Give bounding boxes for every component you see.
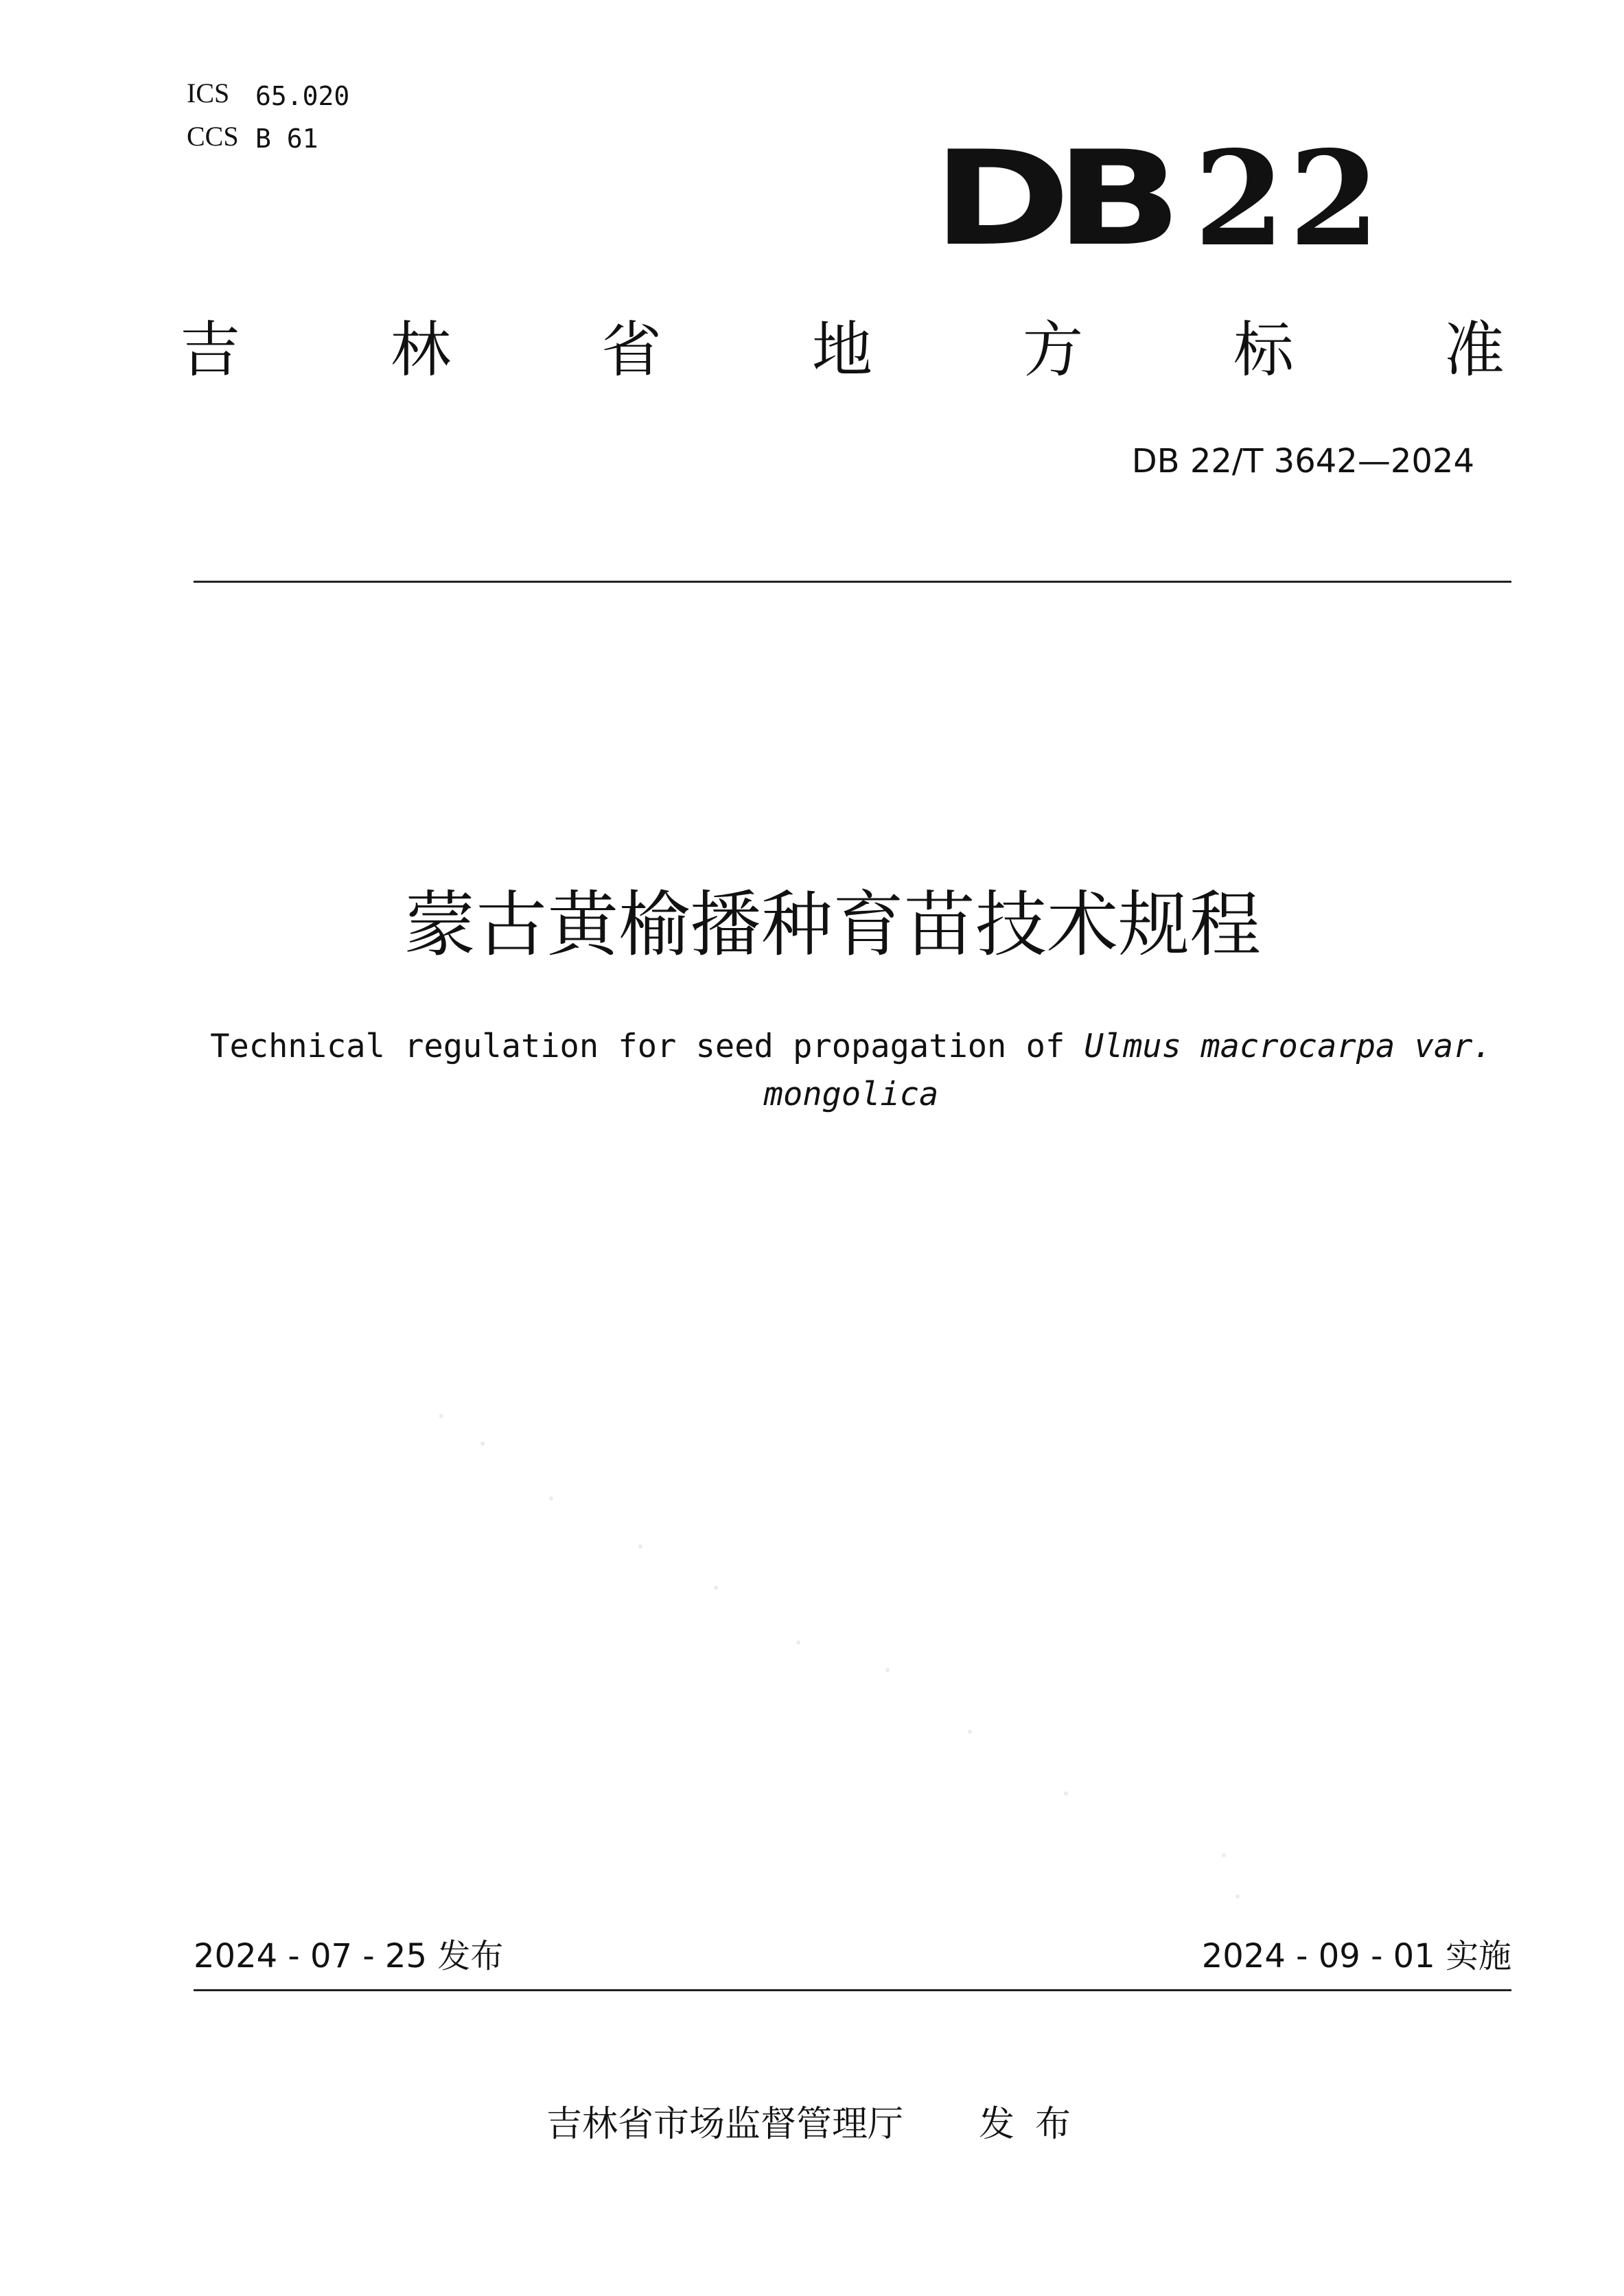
- logo-number: 22: [1194, 122, 1384, 275]
- ccs-value: B 61: [255, 124, 318, 154]
- standard-type-char: 地: [811, 314, 872, 385]
- ics-label: ICS: [187, 78, 230, 108]
- logo-letters: DB: [932, 123, 1167, 275]
- standard-number: DB 22/T 3642—2024: [1131, 442, 1474, 480]
- standard-type-heading: [180, 312, 1505, 388]
- title-en-species: Ulmus macrocarpa var.: [1084, 1028, 1492, 1065]
- publisher-action: 发布: [979, 2104, 1092, 2145]
- title-en-prefix: Technical regulation for seed propagation of: [210, 1028, 1084, 1065]
- implementation-date: 2024 - 09 - 01 实施: [1201, 1937, 1511, 1975]
- document-title-cn: 蒙古黄榆播种育苗技术规程: [404, 883, 1261, 966]
- issue-date: 2024 - 07 - 25 发布: [194, 1937, 504, 1975]
- publisher-name: 吉林省市场监督管理厅: [546, 2104, 903, 2145]
- ics-value: 65.020: [255, 81, 350, 111]
- ccs-label: CCS: [187, 121, 239, 152]
- footer-divider: [194, 1989, 1511, 1991]
- publisher-line: [0, 2100, 1624, 2148]
- header-divider: [194, 581, 1511, 583]
- standard-type-char: 林: [390, 314, 451, 385]
- standard-type-char: 吉: [180, 314, 241, 385]
- standard-type-char: 标: [1233, 314, 1294, 385]
- standard-type-char: 准: [1443, 314, 1505, 385]
- standard-type-char: 方: [1022, 314, 1083, 385]
- standard-type-char: 省: [601, 314, 662, 385]
- title-en-variety: mongolica: [763, 1076, 939, 1113]
- db22-logo: [932, 122, 1384, 275]
- document-title-en: [206, 1023, 1496, 1119]
